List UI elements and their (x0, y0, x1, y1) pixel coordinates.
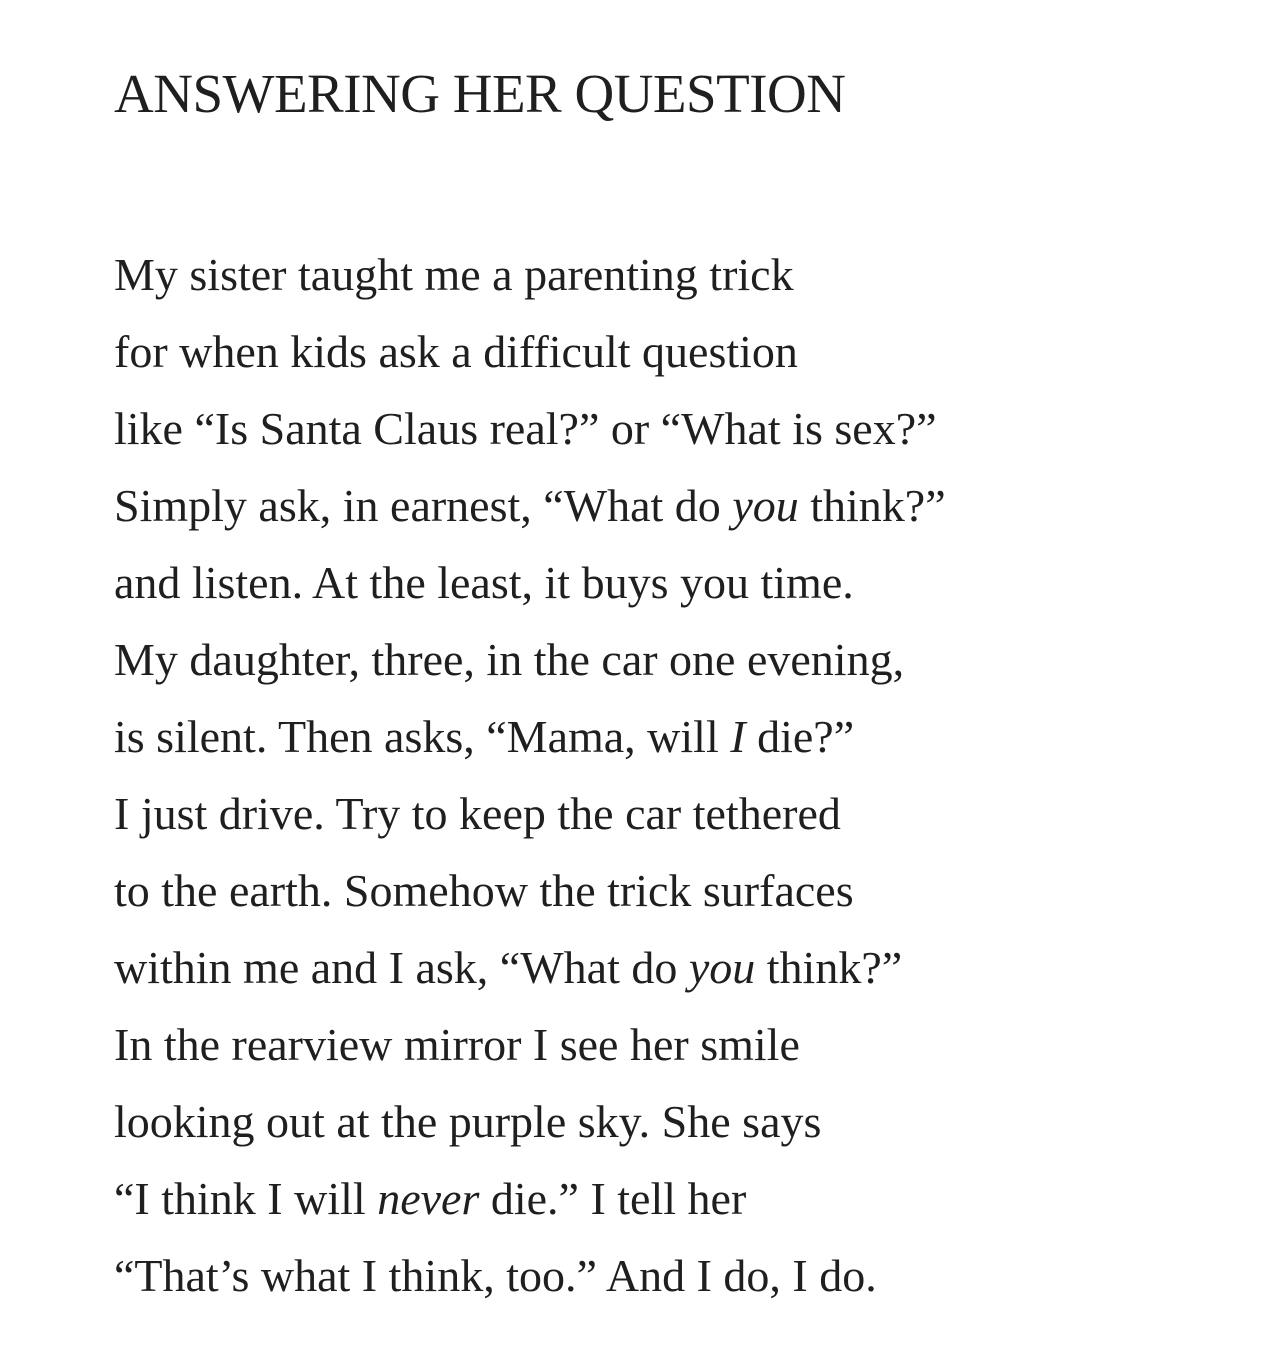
poem-line (114, 313, 946, 390)
poem-line (114, 1083, 946, 1160)
line-text: Simply ask, in earnest, “What do (114, 480, 733, 531)
line-emphasis: never (377, 1173, 480, 1224)
poem-line (114, 852, 946, 929)
poem-line (114, 390, 946, 467)
line-text: I just drive. Try to keep the car tethered (114, 788, 841, 839)
line-text: looking out at the purple sky. She says (114, 1096, 822, 1147)
poem-line (114, 775, 946, 852)
poem-body (114, 236, 946, 1314)
poem-line (114, 1160, 946, 1237)
line-emphasis: you (732, 480, 799, 531)
poem-line (114, 698, 946, 775)
line-text: for when kids ask a difficult question (114, 326, 798, 377)
poem-line (114, 236, 946, 313)
poem-line (114, 929, 946, 1006)
line-text: think?” (755, 942, 903, 993)
line-text: My daughter, three, in the car one evening, (114, 634, 905, 685)
poem-title: ANSWERING HER QUESTION (114, 63, 846, 124)
line-text: “That’s what I think, too.” And I do, I do. (114, 1250, 877, 1301)
line-text: is silent. Then asks, “Mama, will (114, 711, 731, 762)
line-text: My sister taught me a parenting trick (114, 249, 794, 300)
line-text: like “Is Santa Claus real?” or “What is sex?” (114, 403, 937, 454)
line-text: within me and I ask, “What do (114, 942, 689, 993)
poem-line (114, 1237, 946, 1314)
line-emphasis: I (730, 711, 746, 762)
poem-line (114, 1006, 946, 1083)
poem-line (114, 544, 946, 621)
line-text: In the rearview mirror I see her smile (114, 1019, 800, 1070)
line-text: think?” (798, 480, 946, 531)
poem-line (114, 621, 946, 698)
line-text: die?” (745, 711, 855, 762)
line-text: die.” I tell her (479, 1173, 747, 1224)
poem-line (114, 467, 946, 544)
line-text: to the earth. Somehow the trick surfaces (114, 865, 854, 916)
line-text: and listen. At the least, it buys you time. (114, 557, 854, 608)
line-text: “I think I will (114, 1173, 378, 1224)
line-emphasis: you (688, 942, 756, 993)
